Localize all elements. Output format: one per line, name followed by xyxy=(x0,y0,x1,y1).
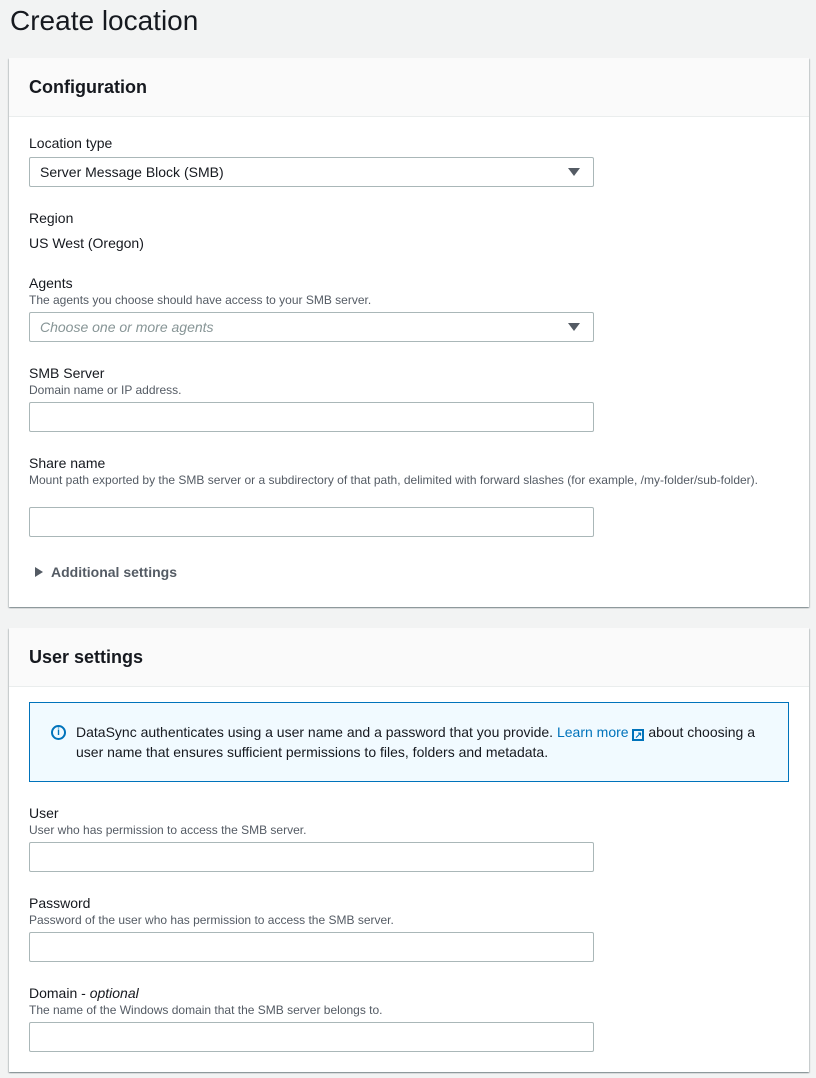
panel-header xyxy=(9,58,809,117)
user-label: User xyxy=(29,805,59,821)
info-alert xyxy=(29,702,789,782)
panel-title: User settings xyxy=(29,647,144,667)
info-text: about choosing a user name that ensures sufficient permissions to files, folders and metadata. xyxy=(76,724,755,760)
location-type-label: Location type xyxy=(29,135,113,151)
password-input[interactable] xyxy=(29,932,594,962)
additional-settings-toggle[interactable] xyxy=(35,564,177,580)
caret-down-icon xyxy=(568,323,580,331)
user-settings-panel xyxy=(9,628,809,1072)
region-value: US West (Oregon) xyxy=(29,235,144,251)
share-name-label: Share name xyxy=(29,455,106,471)
password-description: Password of the user who has permission to access the SMB server. xyxy=(29,913,394,927)
password-label: Password xyxy=(29,895,91,911)
caret-down-icon xyxy=(568,168,580,176)
external-link-icon: ↗ xyxy=(632,729,644,741)
user-input[interactable] xyxy=(29,842,594,872)
additional-settings-label: Additional settings xyxy=(51,564,177,580)
agents-select[interactable] xyxy=(29,312,594,342)
panel-title: Configuration xyxy=(29,77,147,97)
user-description: User who has permission to access the SMB server. xyxy=(29,823,307,837)
domain-label xyxy=(29,985,139,1001)
location-type-select[interactable] xyxy=(29,157,594,187)
domain-input[interactable] xyxy=(29,1022,594,1052)
learn-more-link[interactable] xyxy=(557,724,644,740)
info-text: DataSync authenticates using a user name and a password that you provide. xyxy=(76,724,557,740)
learn-more-label: Learn more xyxy=(556,724,629,740)
domain-description: The name of the Windows domain that the SMB server belongs to. xyxy=(29,1003,383,1017)
smb-server-input[interactable] xyxy=(29,402,594,432)
optional-tag: optional xyxy=(89,985,139,1001)
agents-placeholder: Choose one or more agents xyxy=(40,319,214,335)
domain-label-text: Domain - xyxy=(29,985,90,1001)
agents-description: The agents you choose should have access to your SMB server. xyxy=(29,293,372,307)
share-name-description: Mount path exported by the SMB server or a subdirectory of that path, delimited with forward slashes (for example, /my-folder/sub-folder). xyxy=(29,473,758,487)
smb-server-description: Domain name or IP address. xyxy=(29,383,182,397)
share-name-input[interactable] xyxy=(29,507,594,537)
page-title: Create location xyxy=(10,5,199,36)
info-icon: i xyxy=(51,725,66,740)
configuration-panel xyxy=(9,58,809,607)
panel-header xyxy=(9,628,809,687)
region-label: Region xyxy=(29,210,74,226)
smb-server-label: SMB Server xyxy=(29,365,105,381)
agents-label: Agents xyxy=(29,275,73,291)
caret-right-icon xyxy=(35,567,43,577)
location-type-value: Server Message Block (SMB) xyxy=(40,164,224,180)
